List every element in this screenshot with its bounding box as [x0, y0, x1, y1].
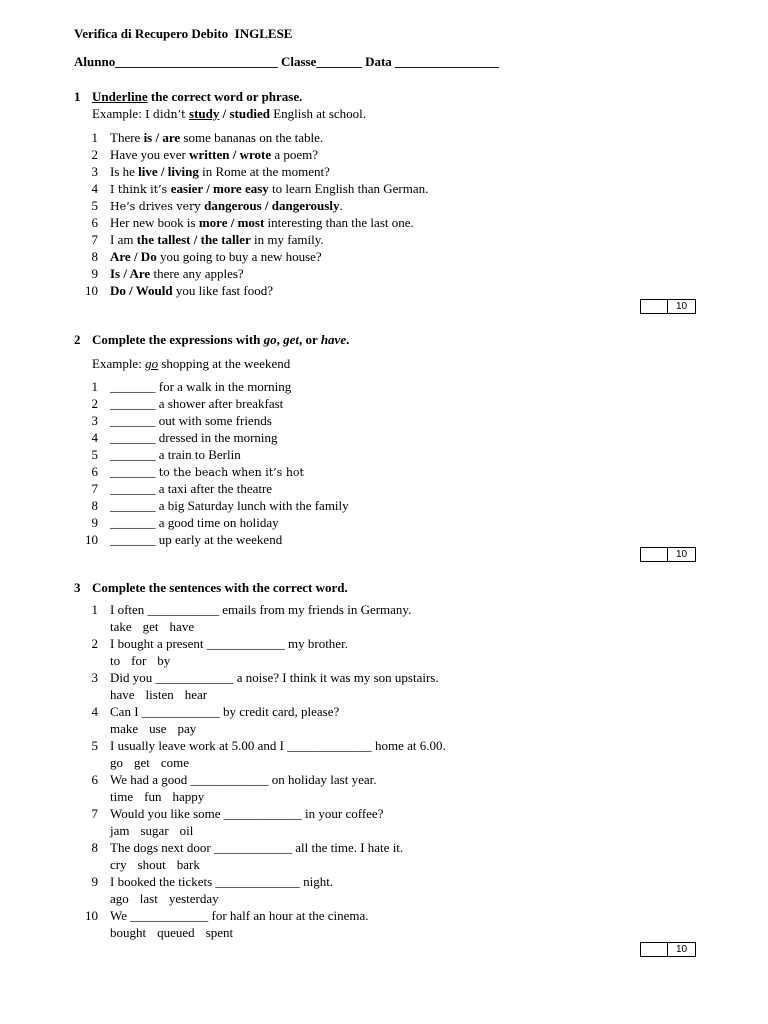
exercise-number: 3: [74, 580, 81, 595]
text-segment: in my family.: [250, 232, 324, 247]
text-segment: you going to buy a new house?: [156, 249, 322, 264]
word-option: bark: [176, 857, 200, 872]
word-option: listen: [145, 687, 174, 702]
item-row: [74, 839, 694, 856]
item-row: [74, 531, 694, 548]
item-number: 9: [91, 874, 98, 889]
word-option: oil: [179, 823, 194, 838]
item-number: 4: [91, 704, 98, 719]
item-text: [110, 704, 339, 719]
item-number: 2: [91, 396, 98, 411]
text-segment: the correct word or phrase.: [147, 89, 303, 104]
key-verb: go: [263, 332, 277, 347]
exercise-item: [74, 873, 694, 907]
item-text: [110, 447, 241, 462]
exercise-item: [74, 429, 694, 446]
item-number: 5: [91, 447, 98, 462]
word-option: get: [142, 619, 159, 634]
item-row: [74, 197, 694, 214]
item-text: [110, 515, 279, 530]
word-option: hear: [184, 687, 208, 702]
item-row: [74, 907, 694, 924]
item-number: 6: [91, 772, 98, 787]
word-options: [74, 856, 694, 873]
word-option: ago: [110, 891, 129, 906]
word-option: queued: [157, 925, 195, 940]
word-options: [74, 890, 694, 907]
text-segment: I bought a present ____________ my brother.: [110, 636, 348, 651]
item-number: 6: [91, 215, 98, 230]
text-segment: ,: [276, 332, 284, 347]
exercise-number: 1: [74, 89, 81, 104]
word-options: [74, 788, 694, 805]
score-max: 10: [675, 301, 688, 312]
word-options: [74, 924, 694, 941]
word-option: get: [134, 755, 150, 770]
item-row: [74, 214, 694, 231]
exercise-1: [74, 88, 694, 299]
item-text: [110, 908, 369, 923]
item-number: 3: [91, 164, 98, 179]
item-number: 2: [91, 636, 98, 651]
item-row: [74, 163, 694, 180]
text-segment: in Rome at the moment?: [198, 164, 330, 179]
item-text: [110, 738, 446, 753]
key-verb: get: [283, 332, 300, 347]
text-segment: _______ a good time on holiday: [110, 515, 279, 530]
item-row: [74, 378, 694, 395]
item-text: [110, 498, 349, 513]
word-option: sugar: [140, 823, 169, 838]
score-blank-cell: [641, 548, 668, 561]
word-option: cry: [110, 857, 127, 872]
item-text: [110, 266, 244, 281]
exercise-item: [74, 635, 694, 669]
word-option: take: [110, 619, 132, 634]
item-row: [74, 146, 694, 163]
exercise-number: 2: [74, 332, 81, 347]
exercise-example: [74, 355, 694, 372]
item-text: [110, 413, 272, 428]
exercise-item: [74, 669, 694, 703]
exercise-instruction: [92, 88, 302, 105]
exercise-instruction: [92, 331, 349, 348]
item-number: 7: [91, 481, 98, 496]
item-text: [110, 215, 414, 230]
text-segment: Complete the sentences with the correct word.: [92, 580, 348, 595]
word-options: [74, 822, 694, 839]
item-row: [74, 231, 694, 248]
word-option: make: [110, 721, 139, 736]
exercise-item: [74, 378, 694, 395]
word-choice: is / are: [143, 130, 181, 145]
text-segment: some bananas on the table.: [180, 130, 324, 145]
item-row: [74, 480, 694, 497]
score-blank-cell: [641, 943, 668, 956]
exercise-items: [74, 601, 694, 941]
text-segment: I booked the tickets _____________ night.: [110, 874, 334, 889]
item-number: 10: [85, 283, 98, 298]
item-text: [110, 532, 282, 547]
item-text: [110, 806, 383, 821]
item-text: [110, 670, 439, 685]
item-text: [110, 379, 291, 394]
text-segment: there any apples?: [150, 266, 244, 281]
item-row: [74, 412, 694, 429]
item-row: [74, 282, 694, 299]
text-segment: Would you like some ____________ in your coffee?: [110, 806, 384, 821]
word-options: [74, 618, 694, 635]
item-text: [110, 874, 333, 889]
text-segment: I didn’t: [145, 108, 190, 121]
item-number: 9: [91, 266, 98, 281]
exercise-item: [74, 129, 694, 146]
word-option: use: [149, 721, 167, 736]
word-choice: / studied: [219, 106, 270, 121]
item-text: [110, 147, 318, 162]
item-number: 5: [91, 198, 98, 213]
text-segment: Underline: [92, 89, 148, 104]
worksheet-title: Verifica di Recupero Debito INGLESE: [74, 26, 293, 41]
key-verb: have: [320, 332, 347, 347]
item-text: [110, 249, 322, 264]
item-row: [74, 601, 694, 618]
text-segment: He’s drives very: [110, 200, 205, 213]
text-segment: Example:: [92, 356, 146, 371]
exercise-item: [74, 771, 694, 805]
text-segment: I usually leave work at 5.00 and I _____________ home at 6.00.: [110, 738, 446, 753]
item-text: [110, 283, 273, 298]
exercise-item: [74, 839, 694, 873]
item-text: [110, 481, 272, 496]
text-segment: Is he: [110, 164, 139, 179]
text-segment: _______ up early at the weekend: [110, 532, 283, 547]
text-segment: .: [346, 332, 350, 347]
text-segment: _______ a big Saturday lunch with the family: [110, 498, 349, 513]
word-choice: written / wrote: [189, 147, 272, 162]
item-row: [74, 805, 694, 822]
word-option: come: [160, 755, 190, 770]
word-option: shout: [137, 857, 166, 872]
item-number: 10: [85, 532, 98, 547]
exercise-item: [74, 231, 694, 248]
item-number: 7: [91, 232, 98, 247]
word-choice: the tallest / the taller: [136, 232, 251, 247]
exercise-2: [74, 331, 694, 548]
exercise-items: [74, 129, 694, 299]
item-number: 1: [91, 379, 98, 394]
score-max: 10: [675, 549, 688, 560]
exercise-item: [74, 248, 694, 265]
item-row: [74, 497, 694, 514]
item-number: 2: [91, 147, 98, 162]
text-segment: , or: [299, 332, 321, 347]
word-option: bought: [110, 925, 147, 940]
word-option: by: [157, 653, 171, 668]
score-blank-cell: [641, 300, 668, 313]
text-segment: shopping at the weekend: [158, 356, 291, 371]
item-text: [110, 636, 348, 651]
text-segment: English at school.: [269, 106, 367, 121]
student-info-fields: Alunno_________________________ Classe_______ Data ________________: [74, 54, 500, 69]
exercise-item: [74, 703, 694, 737]
item-row: [74, 265, 694, 282]
score-max: 10: [675, 944, 688, 955]
exercise-item: [74, 214, 694, 231]
item-number: 10: [85, 908, 98, 923]
exercise-item: [74, 395, 694, 412]
text-segment: Did you ____________ a noise? I think it was my son upstairs.: [110, 670, 439, 685]
score-box: [640, 942, 696, 957]
word-choice: study: [189, 106, 220, 121]
text-segment: I am: [110, 232, 137, 247]
item-text: [110, 840, 403, 855]
item-number: 8: [91, 498, 98, 513]
item-row: [74, 463, 694, 480]
text-segment: I think it’s: [110, 183, 171, 196]
item-row: [74, 635, 694, 652]
text-segment: a poem?: [271, 147, 319, 162]
item-text: [110, 232, 324, 247]
item-number: 1: [91, 130, 98, 145]
text-segment: We ____________ for half an hour at the cinema.: [110, 908, 369, 923]
item-row: [74, 180, 694, 197]
text-segment: you like fast food?: [172, 283, 273, 298]
word-choice: live / living: [138, 164, 199, 179]
word-option: jam: [110, 823, 130, 838]
exercise-item: [74, 601, 694, 635]
text-segment: Have you ever: [110, 147, 190, 162]
item-number: 8: [91, 249, 98, 264]
exercise-heading: [74, 579, 694, 596]
exercise-item: [74, 480, 694, 497]
word-choice: Is / Are: [110, 266, 151, 281]
item-text: [110, 130, 323, 145]
exercise-item: [74, 907, 694, 941]
exercise-item: [74, 497, 694, 514]
item-row: [74, 446, 694, 463]
word-option: last: [139, 891, 158, 906]
word-choice: dangerous / dangerously: [204, 198, 340, 213]
item-text: [110, 430, 278, 445]
item-row: [74, 248, 694, 265]
text-segment: _______ a shower after breakfast: [110, 396, 284, 411]
item-number: 3: [91, 670, 98, 685]
exercise-item: [74, 463, 694, 480]
word-option: for: [131, 653, 147, 668]
item-row: [74, 129, 694, 146]
text-segment: There: [110, 130, 144, 145]
item-row: [74, 429, 694, 446]
word-option: fun: [144, 789, 162, 804]
exercise-item: [74, 282, 694, 299]
item-text: [110, 396, 283, 411]
item-number: 3: [91, 413, 98, 428]
text-segment: _______ a taxi after the theatre: [110, 481, 273, 496]
item-text: [110, 464, 304, 479]
exercise-heading: [74, 331, 694, 348]
word-option: happy: [172, 789, 205, 804]
text-segment: _______ a train to Berlin: [110, 447, 241, 462]
exercise-item: [74, 412, 694, 429]
text-segment: to learn English than German.: [268, 181, 429, 196]
word-choice: more / most: [198, 215, 265, 230]
word-option: time: [110, 789, 134, 804]
item-number: 4: [91, 181, 98, 196]
item-row: [74, 395, 694, 412]
exercise-item: [74, 265, 694, 282]
exercise-item: [74, 531, 694, 548]
item-text: [110, 181, 428, 196]
key-verb: go: [145, 356, 159, 371]
item-row: [74, 669, 694, 686]
word-choice: Are / Do: [110, 249, 157, 264]
exercise-item: [74, 805, 694, 839]
item-number: 9: [91, 515, 98, 530]
exercise-item: [74, 514, 694, 531]
exercise-item: [74, 197, 694, 214]
text-segment: Can I ____________ by credit card, please?: [110, 704, 340, 719]
exercise-item: [74, 146, 694, 163]
text-segment: I often ___________ emails from my friends in Germany.: [110, 602, 412, 617]
word-options: [74, 652, 694, 669]
item-number: 8: [91, 840, 98, 855]
word-choice: Do / Would: [110, 283, 173, 298]
item-number: 6: [91, 464, 98, 479]
exercise-heading: [74, 88, 694, 105]
item-row: [74, 737, 694, 754]
exercise-item: [74, 737, 694, 771]
exercise-instruction: [92, 579, 348, 596]
word-options: [74, 686, 694, 703]
text-segment: _______ out with some friends: [110, 413, 272, 428]
exercise-item: [74, 180, 694, 197]
item-row: [74, 771, 694, 788]
item-number: 4: [91, 430, 98, 445]
text-segment: _______ for a walk in the morning: [110, 379, 292, 394]
text-segment: .: [339, 198, 343, 213]
word-option: go: [110, 755, 123, 770]
exercise-example: [74, 105, 694, 122]
item-number: 7: [91, 806, 98, 821]
item-number: 1: [91, 602, 98, 617]
word-options: [74, 754, 694, 771]
word-option: have: [110, 687, 135, 702]
word-option: yesterday: [168, 891, 219, 906]
item-row: [74, 873, 694, 890]
exercise-3: [74, 579, 694, 941]
item-number: 5: [91, 738, 98, 753]
item-text: [110, 602, 411, 617]
word-option: have: [169, 619, 195, 634]
text-segment: Complete the expressions with: [92, 332, 264, 347]
item-text: [110, 164, 330, 179]
word-option: pay: [177, 721, 197, 736]
exercise-item: [74, 163, 694, 180]
word-option: to: [110, 653, 121, 668]
text-segment: We had a good ____________ on holiday last year.: [110, 772, 377, 787]
item-row: [74, 514, 694, 531]
item-text: [110, 198, 343, 213]
word-option: spent: [205, 925, 234, 940]
text-segment: _______: [110, 464, 159, 479]
word-choice: easier / more easy: [170, 181, 269, 196]
score-box: [640, 299, 696, 314]
score-box: [640, 547, 696, 562]
text-segment: Example:: [92, 106, 146, 121]
word-options: [74, 720, 694, 737]
text-segment: _______ dressed in the morning: [110, 430, 278, 445]
item-row: [74, 703, 694, 720]
text-segment: to the beach when it’s hot: [158, 466, 304, 479]
text-segment: The dogs next door ____________ all the time. I hate it.: [110, 840, 404, 855]
exercise-item: [74, 446, 694, 463]
text-segment: Her new book is: [110, 215, 199, 230]
exercise-items: [74, 378, 694, 548]
item-text: [110, 772, 377, 787]
text-segment: interesting than the last one.: [264, 215, 414, 230]
